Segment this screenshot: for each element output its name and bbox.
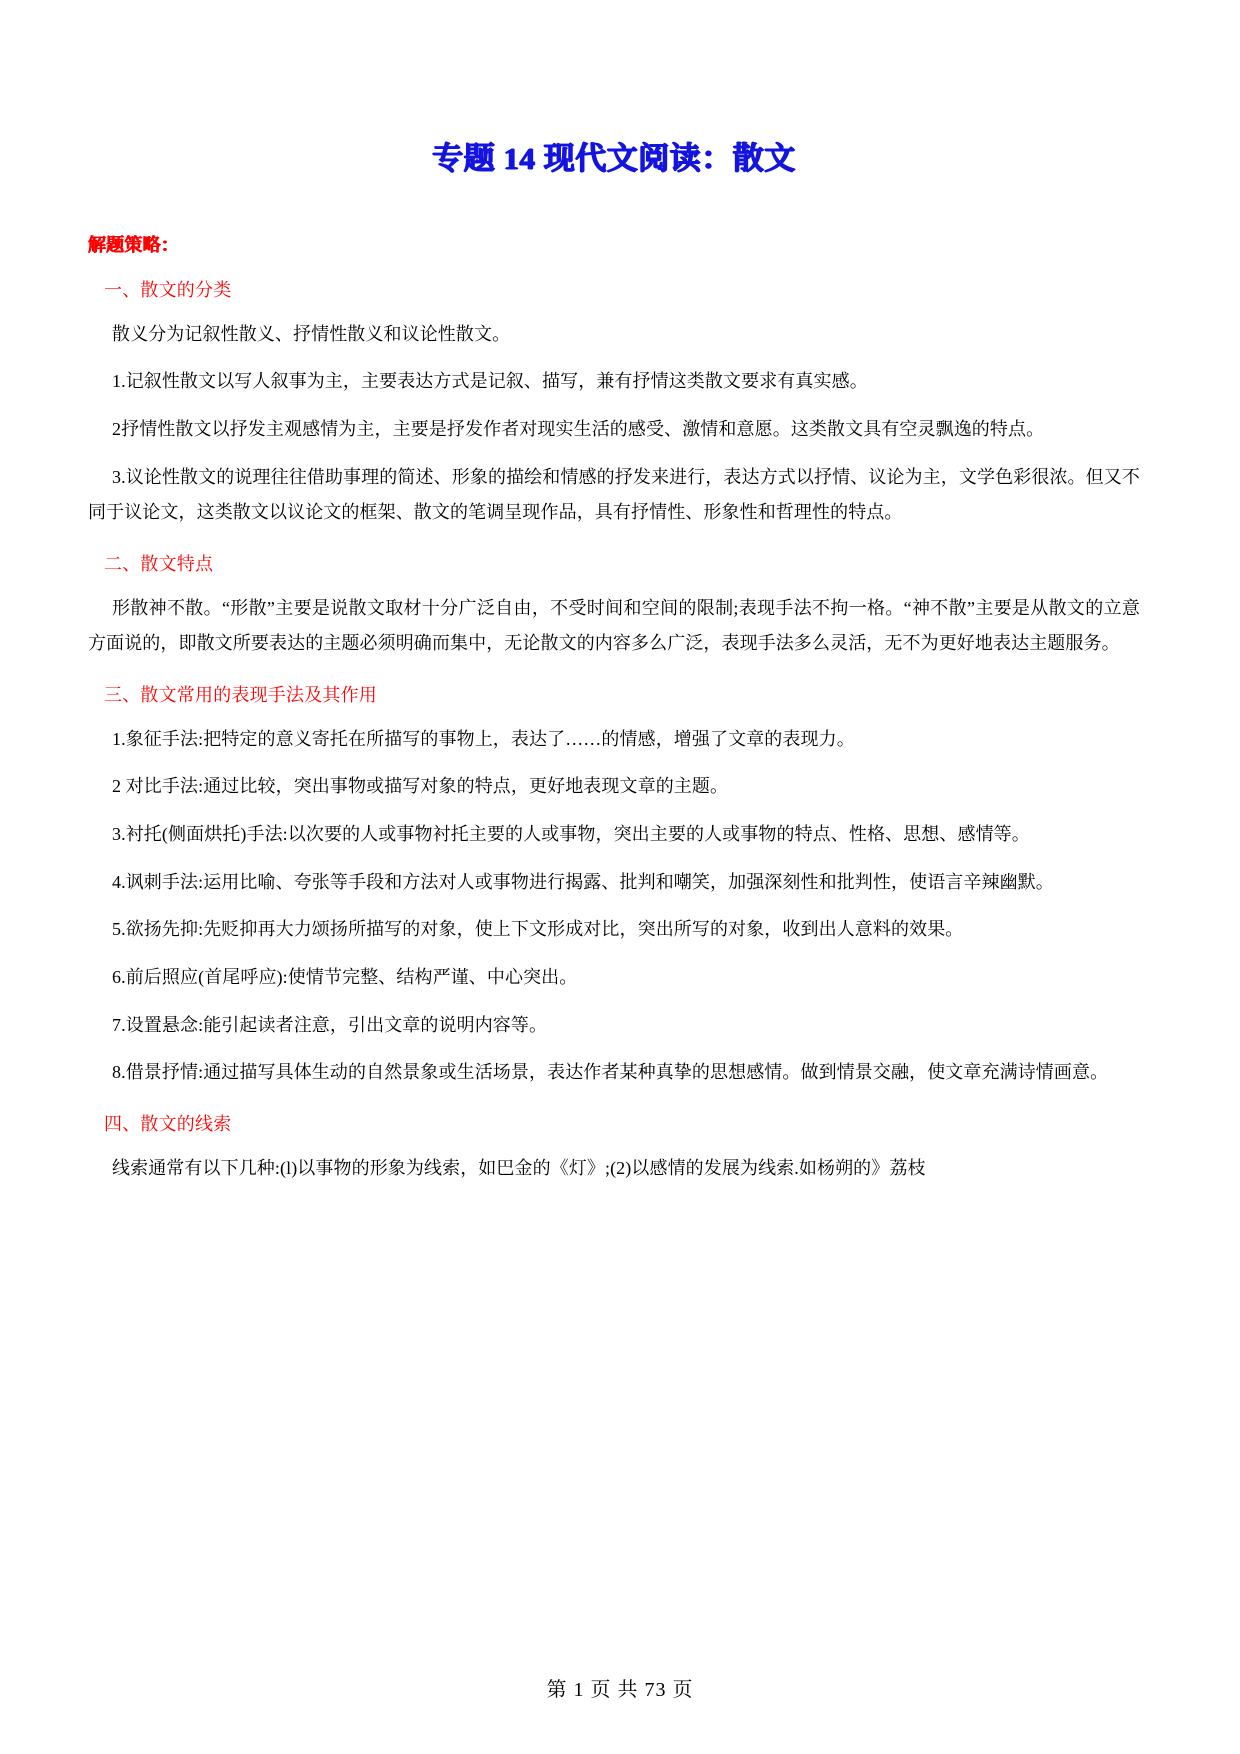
section-heading-1: 一、散文的分类: [104, 279, 232, 300]
section-heading-4: 四、散文的线索: [104, 1113, 232, 1134]
paragraph: 4.讽刺手法:运用比喻、夸张等手段和方法对人或事物进行揭露、批判和嘲笑，加强深刻性和批判性，使语言辛辣幽默。: [112, 871, 1054, 892]
page-footer: 第 1 页 共 73 页: [546, 1679, 694, 1701]
paragraph: 6.前后照应(首尾呼应):使情节完整、结构严谨、中心突出。: [112, 966, 578, 987]
paragraph: 2 对比手法:通过比较，突出事物或描写对象的特点，更好地表现文章的主题。: [112, 776, 729, 797]
strategy-label: 解题策略：: [88, 234, 179, 255]
section-heading-3: 三、散文常用的表现手法及其作用: [104, 684, 377, 705]
paragraph: 散义分为记叙性散义、抒情性散义和议论性散文。: [112, 323, 511, 344]
page-title: 专题 14 现代文阅读：散文: [432, 141, 796, 176]
paragraph: 1.记叙性散文以写人叙事为主，主要表达方式是记叙、描写，兼有抒情这类散文要求有真实感。: [112, 371, 868, 392]
paragraph: 3.议论性散文的说理往往借助事理的简述、形象的描绘和情感的抒发来进行，表达方式以抒情、议论为主，文学色彩很浓。但又不同于议论文，这类散文以议论文的框架、散文的笔调呈现作品，具有抒情性、形象性和哲理性的特点。: [88, 466, 1140, 523]
paragraph: 7.设置悬念:能引起读者注意，引出文章的说明内容等。: [112, 1014, 548, 1035]
paragraph: 8.借景抒情:通过描写具体生动的自然景象或生活场景，表达作者某种真挚的思想感情。做到情景交融，使文章充满诗情画意。: [112, 1062, 1109, 1083]
paragraph: 2抒情性散文以抒发主观感情为主，主要是抒发作者对现实生活的感受、激情和意愿。这类散文具有空灵飘逸的特点。: [112, 418, 1045, 439]
paragraph: 线索通常有以下几种:(l)以事物的形象为线索，如巴金的《灯》;(2)以感情的发展为线索.如杨朔的》荔枝: [112, 1157, 926, 1178]
paragraph: 5.欲扬先抑:先贬抑再大力颂扬所描写的对象，使上下文形成对比，突出所写的对象，收到出人意料的效果。: [112, 919, 964, 940]
section-heading-2: 二、散文特点: [104, 553, 214, 574]
paragraph: 3.衬托(侧面烘托)手法:以次要的人或事物衬托主要的人或事物，突出主要的人或事物的特点、性格、思想、感情等。: [112, 824, 1030, 845]
paragraph: 形散神不散。“形散”主要是说散文取材十分广泛自由，不受时间和空间的限制;表现手法不拘一格。“神不散”主要是从散文的立意方面说的，即散文所要表达的主题必须明确而集中，无论散文的内容多么广泛，表现手法多么灵活，无不为更好地表达主题服务。: [88, 597, 1140, 654]
paragraph: 1.象征手法:把特定的意义寄托在所描写的事物上，表达了……的情感，增强了文章的表现力。: [112, 728, 855, 749]
